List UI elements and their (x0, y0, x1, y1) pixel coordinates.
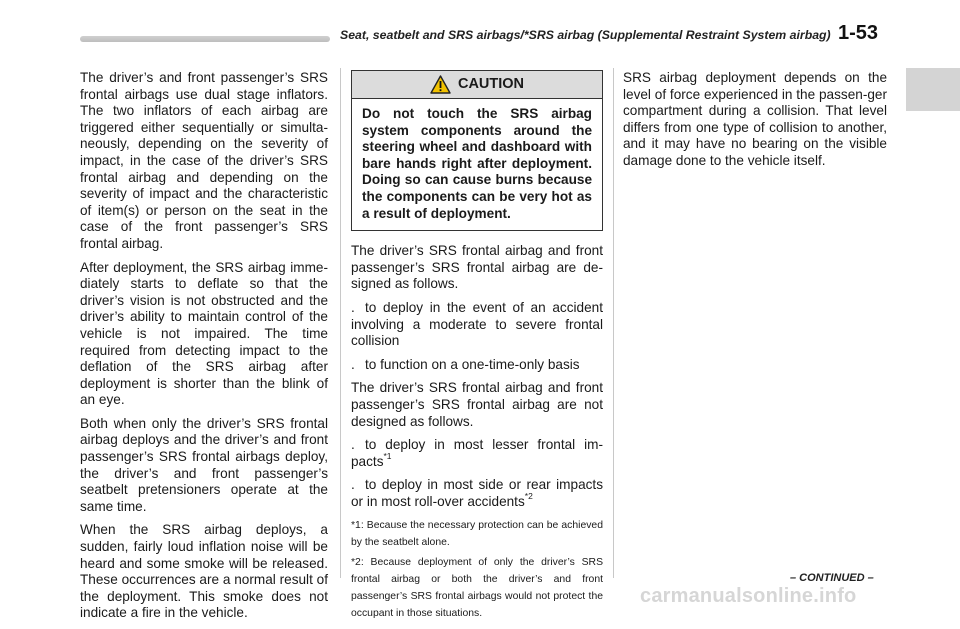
header-rule (80, 36, 330, 42)
paragraph: SRS airbag deployment depends on the level of force experienced in the passen-ger compartment during a collision. That level differs from one type of collision to another, and it may have no bearing on the visible damage done to the vehicle itself. (623, 70, 887, 168)
footnote: *2: Because deployment of only the driver’s SRS frontal airbag or both the driver’s and front passenger’s SRS frontal airbags would not protect the occupant in those situations. (351, 557, 603, 620)
column-left (80, 70, 328, 629)
column-divider (613, 68, 614, 578)
bullet-item (351, 437, 603, 470)
bullet-text: to function on a one-time-only basis (365, 356, 580, 372)
column-right (623, 70, 887, 177)
bullet-item (351, 300, 603, 350)
bullet-mark: . (351, 299, 355, 315)
bullet-text: to deploy in most side or rear impacts or in most roll-over accidents (351, 477, 603, 509)
paragraph: Both when only the driver’s SRS frontal airbag deploys and the driver’s and front passenger’s SRS frontal airbags deploy, the driver’s and front passenger’s seatbelt pretensioners operate at the same time. (80, 415, 328, 514)
footnote-ref: *2 (524, 491, 533, 502)
paragraph: The driver’s SRS frontal airbag and front passenger’s SRS frontal airbag are de-signed as follows. (351, 243, 603, 292)
caution-header (352, 71, 602, 99)
caution-text: Do not touch the SRS airbag system components around the steering wheel and dashboard with bare hands right after deployment. Doing so can cause burns because the components can be very hot as a result of deployment. (362, 106, 592, 221)
watermark: carmanualsonline.info (640, 585, 857, 607)
caution-box (351, 70, 603, 231)
section-title: Seat, seatbelt and SRS airbags/*SRS airbag (Supplemental Restraint System airbag) (340, 28, 831, 42)
continued-label: – CONTINUED – (790, 572, 874, 584)
column-middle (351, 70, 603, 625)
paragraph: When the SRS airbag deploys, a sudden, fairly loud inflation noise will be heard and some smoke will be released. These occurrences are a normal result of the deployment. This smoke does not indicate a fire in the vehicle. (80, 522, 328, 621)
page-number: 1-53 (838, 22, 879, 44)
bullet-mark: . (351, 477, 355, 493)
bullet-item (351, 357, 603, 374)
bullet-mark: . (351, 437, 355, 453)
bullet-item (351, 477, 603, 510)
paragraph: The driver’s and front passenger’s SRS frontal airbags use dual stage inflators. The two inflators of each airbag are triggered either sequentially or simulta-neously, depending on the severity of impact, in the case of the driver’s SRS frontal airbag and depending on the severity of impact and the characteristic of item(s) or person on the seat in the case of the front passenger’s SRS frontal airbag. (80, 70, 328, 251)
caution-title: CAUTION (457, 76, 525, 93)
bullet-text: to deploy in the event of an accident involving a moderate to severe frontal collision (351, 299, 603, 349)
footnote: *1: Because the necessary protection can be achieved by the seatbelt alone. (351, 520, 603, 549)
bullet-text: to deploy in most lesser frontal im-pacts (351, 437, 603, 469)
warning-triangle-icon (430, 75, 451, 94)
paragraph: After deployment, the SRS airbag imme-diately starts to deflate so that the driver’s vision is not obstructed and the driver’s ability to maintain control of the vehicle is not impaired. The time required from detecting impact to the deflation of the SRS airbag after deployment is shorter than the blink of an eye. (80, 259, 328, 408)
chapter-side-tab (906, 68, 960, 111)
footnote-ref: *1 (383, 451, 392, 462)
column-divider (340, 68, 341, 578)
bullet-mark: . (351, 356, 355, 372)
paragraph: The driver’s SRS frontal airbag and front passenger’s SRS frontal airbag are not designed as follows. (351, 380, 603, 429)
